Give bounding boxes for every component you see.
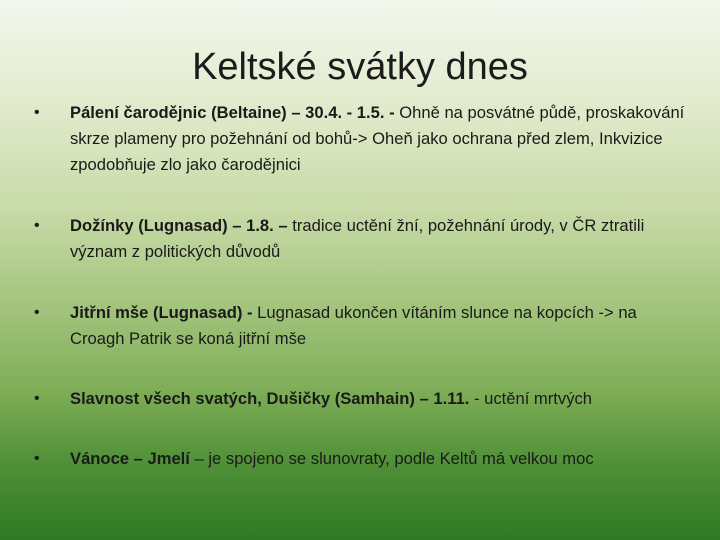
- bullet-item-beltaine: [34, 100, 694, 178]
- bullet-dot: •: [34, 217, 40, 234]
- slide-title: Keltské svátky dnes: [192, 46, 528, 88]
- bullet-heading: Slavnost všech svatých, Dušičky (Samhain) – 1.11.: [70, 389, 470, 408]
- bullet-text: [70, 100, 694, 178]
- bullet-dot: •: [34, 390, 40, 407]
- bullet-item-samhain: [34, 386, 694, 412]
- bullet-heading: Pálení čarodějnic (Beltaine) – 30.4. - 1.5. -: [70, 103, 395, 122]
- bullet-dot: •: [34, 304, 40, 321]
- bullet-body: tradice uctění žní, požehnání úrody, v ČR ztratili význam z politických důvodů: [70, 216, 645, 261]
- bullet-heading: Dožínky (Lugnasad) – 1.8. –: [70, 216, 288, 235]
- bullet-heading: Vánoce – Jmelí: [70, 449, 190, 468]
- bullet-text: [70, 213, 694, 265]
- bullet-text: [70, 386, 694, 412]
- bullet-item-jitrni-mse: [34, 300, 694, 352]
- bullet-body: Ohně na posvátné půdě, proskakování skrze plameny pro požehnání od bohů-> Oheň jako ochrana před zlem, Inkvizice zpodobňuje zlo jako čarodějnici: [70, 103, 685, 174]
- bullet-text: [70, 300, 694, 352]
- bullet-item-dozinky: [34, 213, 694, 265]
- bullet-body: Lugnasad ukončen vítáním slunce na kopcích -> na Croagh Patrik se koná jitřní mše: [70, 303, 637, 348]
- bullet-body: – je spojeno se slunovraty, podle Keltů má velkou moc: [189, 449, 594, 468]
- bullet-dot: •: [34, 104, 40, 121]
- bullet-body: - uctění mrtvých: [469, 389, 593, 408]
- bullet-heading: Jitřní mše (Lugnasad) -: [70, 303, 253, 322]
- bullet-dot: •: [34, 450, 40, 467]
- bullet-text: [70, 446, 694, 472]
- bullet-item-vanoce: [34, 446, 694, 472]
